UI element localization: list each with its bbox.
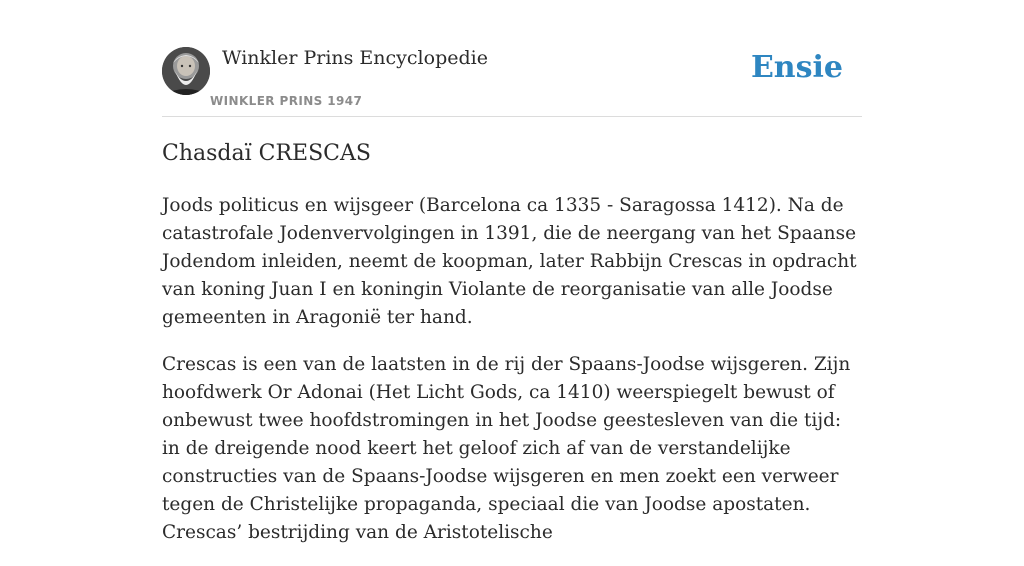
page-container bbox=[162, 0, 862, 543]
article-paragraph: Crescas is een van de laatsten in de rij der Spaans-Joodse wijsgeren. Zijn hoofdwerk Or Adonai (Het Licht Gods, ca 1410) weerspiegelt bewust of onbewust twee hoofdstromingen in het Joodse geestesleven van die tijd: in de dreigende nood keert het geloof zich af van de verstandelijke constructies van de Spaans-Joodse wijsgeren en men zoekt een verweer tegen de Christelijke propaganda, speciaal die van Joodse apostaten. Crescas’ bestrijding van de Aristotelische bbox=[162, 354, 851, 543]
ensie-logo-link[interactable]: Ensie bbox=[750, 50, 843, 85]
source-title[interactable]: Winkler Prins Encyclopedie bbox=[222, 47, 488, 69]
bearded-man-portrait-icon[interactable] bbox=[162, 47, 210, 95]
article-title: Chasdaï CRESCAS bbox=[162, 141, 371, 166]
article-body bbox=[162, 192, 862, 566]
source-subtitle: WINKLER PRINS 1947 bbox=[210, 94, 363, 108]
source-header bbox=[162, 0, 862, 117]
article-paragraph: Joods politicus en wijsgeer (Barcelona ca 1335 - Saragossa 1412). Na de catastrofale Jodenvervolgingen in 1391, die de neergang van het Spaanse Jodendom inleiden, neemt de koopman, later Rabbijn Crescas in opdracht van koning Juan I en koningin Violante de reorganisatie van alle Joodse gemeenten in Aragonië ter hand. bbox=[162, 195, 857, 328]
